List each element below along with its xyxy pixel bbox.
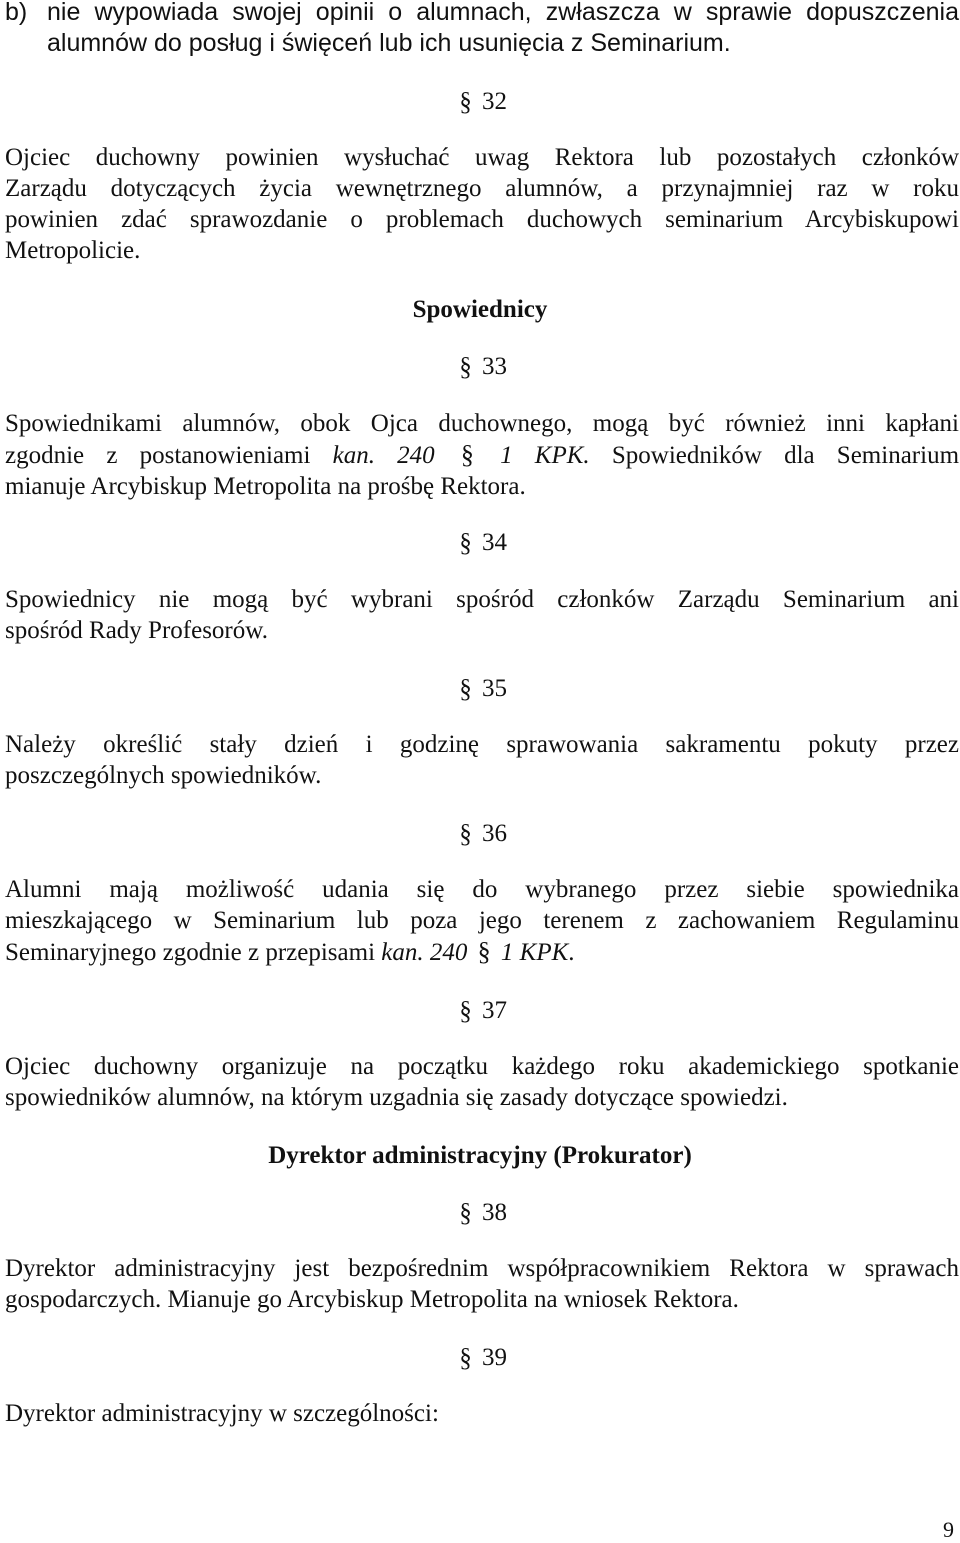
section-heading-spowiednicy: Spowiednicy xyxy=(412,296,548,323)
section-number-39 xyxy=(459,1342,507,1373)
text-line: spośród Rady Profesorów. xyxy=(5,617,268,644)
text-line: poszczególnych spowiedników. xyxy=(5,762,322,789)
list-marker: b) xyxy=(5,0,28,26)
section-number-34 xyxy=(459,527,507,558)
section-number: 33 xyxy=(482,353,507,380)
text-line: Ojciec duchowny powinien wysłuchać uwag Rektora lub pozostałych członków xyxy=(5,144,959,171)
section-number: 36 xyxy=(482,820,507,847)
paragraph-34 xyxy=(5,584,959,646)
section-number-33 xyxy=(459,351,507,382)
section-number: 38 xyxy=(482,1199,507,1226)
text-line: mianuje Arcybiskup Metropolita na prośbę Rektora. xyxy=(5,473,526,500)
section-number: 32 xyxy=(482,88,507,115)
section-number: 37 xyxy=(482,997,507,1024)
paragraph-39 xyxy=(5,1398,959,1429)
text-line: spowiedników alumnów, na którym uzgadnia się zasady dotyczące spowiedzi. xyxy=(5,1084,788,1111)
section-sign: § xyxy=(459,819,472,848)
paragraph-38 xyxy=(5,1253,959,1315)
section-number-38 xyxy=(459,1197,507,1228)
text-span: zgodnie z postanowieniami xyxy=(5,442,311,469)
paragraph-32 xyxy=(5,142,959,266)
text-line: Spowiednikami alumnów, obok Ojca duchownego, mogą być również inni kapłani xyxy=(5,410,959,437)
section-number-32 xyxy=(459,86,507,117)
text-line: Ojciec duchowny organizuje na początku każdego roku akademickiego spotkanie xyxy=(5,1053,959,1080)
text-line xyxy=(5,936,959,968)
canon-reference: kan. 240 xyxy=(381,939,468,966)
section-sign: § xyxy=(460,440,474,469)
text-line: Alumni mają możliwość udania się do wybranego przez siebie spowiednika xyxy=(5,876,959,903)
text-line: Metropolicie. xyxy=(5,237,141,264)
section-number-35 xyxy=(459,673,507,704)
canon-reference: kan. 240 xyxy=(332,442,435,469)
text-span: Seminaryjnego zgodnie z przepisami xyxy=(5,939,376,966)
paragraph-35 xyxy=(5,729,959,791)
section-number-37 xyxy=(459,995,507,1026)
text-line: Dyrektor administracyjny jest bezpośrednim współpracownikiem Rektora w sprawach xyxy=(5,1255,959,1282)
section-sign: § xyxy=(459,996,472,1025)
section-sign: § xyxy=(459,352,472,381)
section-heading-dyrektor: Dyrektor administracyjny (Prokurator) xyxy=(268,1142,692,1169)
text-line: mieszkającego w Seminarium lub poza jego terenem z zachowaniem Regulaminu xyxy=(5,907,959,934)
text-line: Dyrektor administracyjny w szczególności: xyxy=(5,1400,439,1427)
section-number: 35 xyxy=(482,675,507,702)
section-number: 34 xyxy=(482,529,507,556)
canon-reference: 1 KPK xyxy=(500,939,569,966)
text-line: Zarządu dotyczących życia wewnętrznego alumnów, a przynajmniej raz w roku xyxy=(5,175,959,202)
section-number: 39 xyxy=(482,1344,507,1371)
text-line: gospodarczych. Mianuje go Arcybiskup Metropolita na wniosek Rektora. xyxy=(5,1286,739,1313)
paragraph-36 xyxy=(5,874,959,968)
section-number-36 xyxy=(459,818,507,849)
text-line: Należy określić stały dzień i godzinę sprawowania sakramentu pokuty przez xyxy=(5,731,959,758)
section-sign: § xyxy=(459,1343,472,1372)
text-line: Spowiednicy nie mogą być wybrani spośród członków Zarządu Seminarium ani xyxy=(5,586,959,613)
section-sign: § xyxy=(459,87,472,116)
section-sign: § xyxy=(459,1198,472,1227)
text-line: powinien zdać sprawozdanie o problemach duchowych seminarium Arcybiskupowi xyxy=(5,206,959,233)
paragraph-33 xyxy=(5,408,959,502)
list-item-b xyxy=(5,0,959,59)
section-sign: § xyxy=(477,937,491,966)
text-span: Spowiedników dla Seminarium xyxy=(611,442,960,469)
text-line xyxy=(5,439,959,471)
page-number: 9 xyxy=(943,1517,954,1542)
canon-reference: 1 KPK. xyxy=(500,442,590,469)
list-item-text: nie wypowiada swojej opinii o alumnach, zwłaszcza w sprawie dopuszczenia alumnów do posług i święceń lub ich usunięcia z Seminarium. xyxy=(47,0,959,57)
paragraph-37 xyxy=(5,1051,959,1113)
section-sign: § xyxy=(459,528,472,557)
text-span: . xyxy=(568,939,575,966)
section-sign: § xyxy=(459,674,472,703)
